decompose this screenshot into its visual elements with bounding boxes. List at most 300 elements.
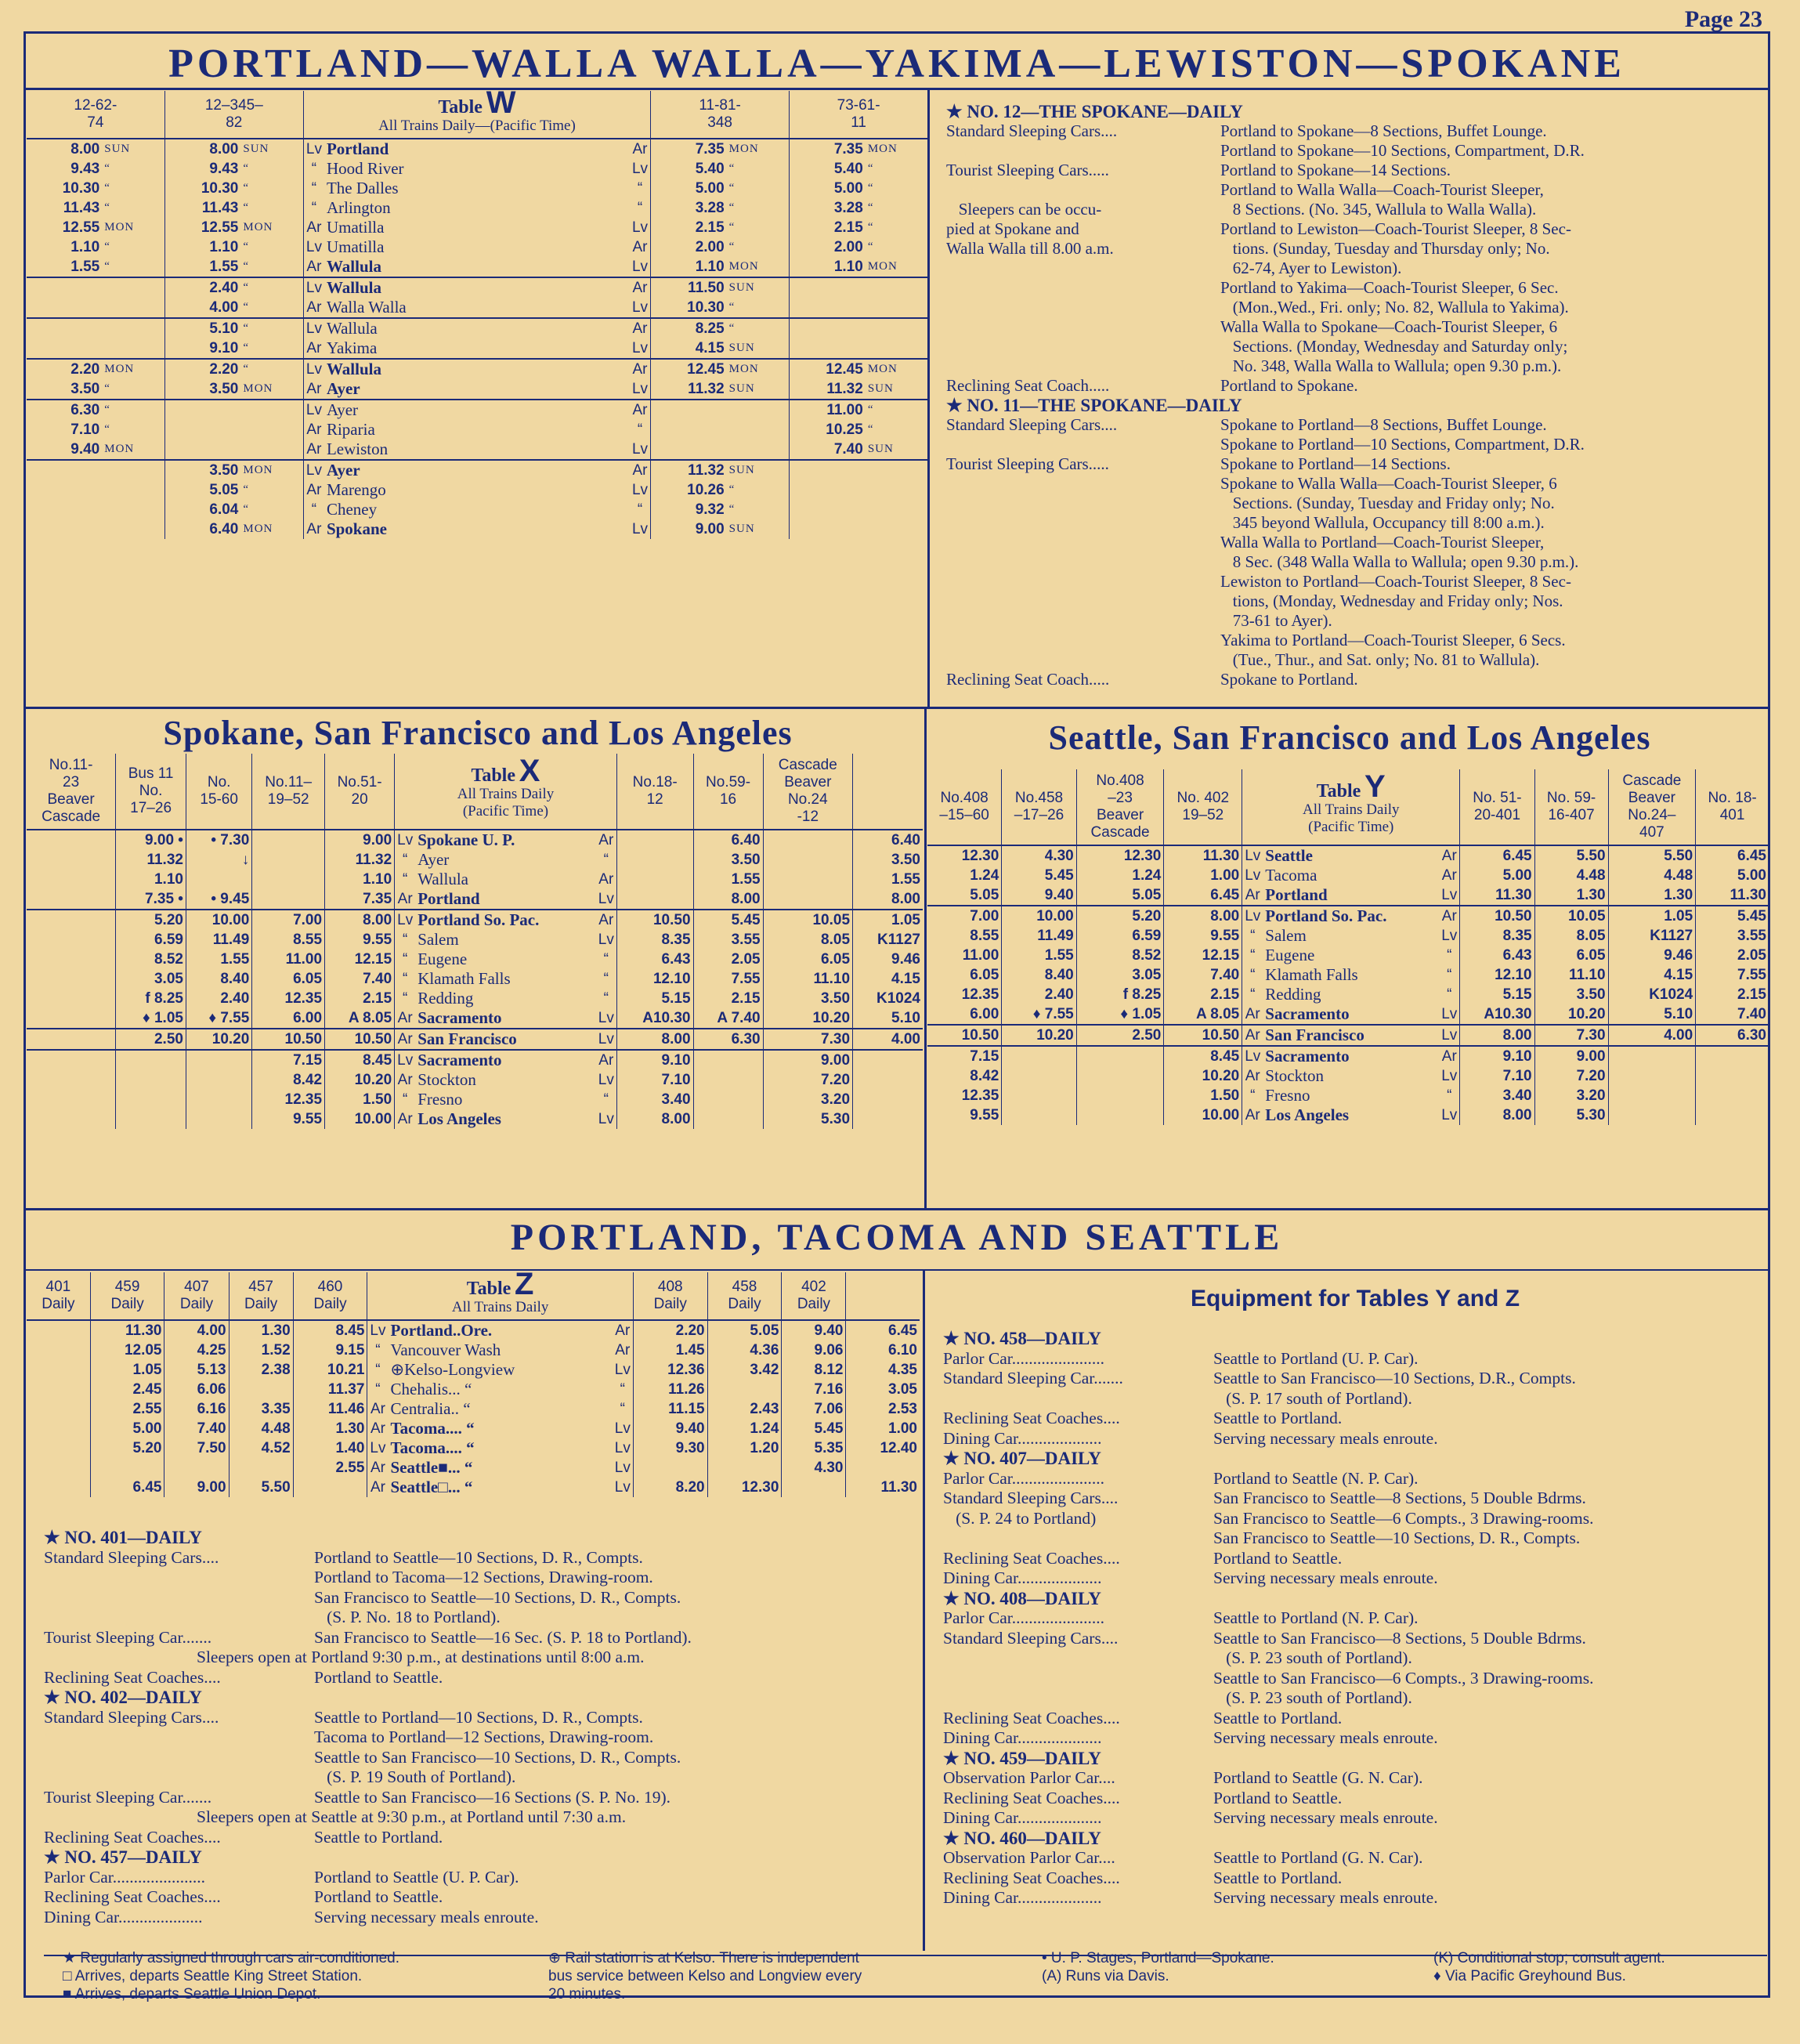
table-row: [27, 1419, 920, 1438]
table-cell: 1.55: [693, 870, 763, 889]
table-cell: “: [1447, 986, 1452, 1003]
table-cell: “: [867, 201, 874, 214]
table-cell: [27, 277, 102, 298]
table-cell: Lv: [1242, 1046, 1263, 1066]
table-cell: Ar: [1441, 867, 1457, 884]
table-row: [927, 926, 1769, 946]
table-cell: Walla Walla: [326, 298, 407, 317]
table-cell: 12.55: [164, 218, 240, 237]
table-cell: Wallula: [324, 318, 630, 338]
table-title-letter: W: [486, 85, 516, 120]
table-cell: 8.35: [616, 930, 693, 950]
table-cell: MON: [867, 143, 898, 155]
table-cell: “: [367, 1360, 389, 1380]
table-cell: 9.32: [651, 500, 727, 519]
table-cell: 8.55: [970, 928, 999, 944]
equipment-line-indent: Seattle to San Francisco—6 Compts., 3 Drawing-rooms.: [1213, 1668, 1594, 1688]
table-cell: Lv: [631, 299, 649, 316]
table-cell: “: [104, 382, 110, 395]
table-cell: 4.35: [846, 1360, 920, 1380]
table-cell: [27, 850, 116, 870]
equipment-line-indent: (Tue., Thur., and Sat. only; No. 81 to Wallula).: [1220, 650, 1540, 669]
equipment-heading: ★ NO. 12—THE SPOKANE—DAILY: [946, 102, 1243, 121]
equipment-line-indent: 345 beyond Wallula, Occupancy till 8:00 a.m.).: [1220, 513, 1545, 532]
table-cell: 3.28: [651, 198, 727, 218]
equipment-label: pied at Spokane and: [946, 219, 1079, 238]
table-cell: 6.00: [252, 1008, 325, 1029]
equipment-value: Seattle to San Francisco—10 Sections, D.R., Compts.: [1213, 1369, 1576, 1387]
column-header: No. 402 19–52: [1164, 769, 1242, 845]
table-cell: 4.00: [1608, 1025, 1696, 1046]
table-cell: 5.00: [90, 1419, 164, 1438]
table-cell: “: [395, 969, 416, 989]
table-cell: [116, 1050, 186, 1070]
table-cell: Chehalis... “: [390, 1380, 472, 1398]
equipment-line: [943, 1568, 1769, 1589]
table-cell: [693, 1070, 763, 1090]
table-cell: [707, 1380, 782, 1399]
equipment-label: Observation Parlor Car....: [943, 1848, 1115, 1867]
equipment-value: San Francisco to Seattle—8 Sections, 5 Double Bdrms.: [1213, 1489, 1586, 1507]
column-header: Bus 11 No. 17–26: [116, 754, 186, 830]
table-row: [927, 1105, 1769, 1125]
table-cell: 5.45: [693, 910, 763, 930]
equipment-value: Serving necessary meals enroute.: [1213, 1568, 1438, 1587]
table-cell: [27, 1340, 90, 1360]
table-title-letter: Z: [515, 1267, 534, 1301]
table-cell: 1.10: [116, 870, 186, 889]
table-cell: [27, 1438, 90, 1458]
table-cell: [1608, 1105, 1696, 1125]
table-cell: [27, 830, 116, 850]
equipment-value: Portland to Seattle.: [1213, 1788, 1343, 1807]
equipment-yz-title: Equipment for Tables Y and Z: [1190, 1286, 1520, 1311]
equipment-line: [943, 1469, 1769, 1489]
table-cell: 7.55: [1696, 965, 1769, 985]
table-cell: 11.00: [962, 947, 999, 964]
equipment-value: Seattle to San Francisco—8 Sections, 5 Double Bdrms.: [1213, 1628, 1586, 1648]
table-cell: 4.00: [164, 298, 240, 318]
table-cell: 1.50: [325, 1090, 395, 1109]
equipment-value: Portland to Spokane—14 Sections.: [1220, 161, 1451, 179]
table-cell: 5.05: [970, 887, 999, 903]
table-cell: 7.35: [790, 139, 866, 159]
equipment-value: Portland to Seattle (U. P. Car).: [314, 1867, 519, 1887]
heading-table-x: Spokane, San Francisco and Los Angeles: [163, 714, 793, 752]
footnote-col-3: [1042, 1949, 1433, 1985]
table-cell: “: [728, 162, 736, 175]
table-cell: 7.10: [70, 421, 100, 438]
table-cell: 4.48: [1608, 866, 1696, 885]
table-row: [927, 985, 1769, 1004]
table-title: [395, 754, 617, 830]
table-cell: 9.40: [1002, 885, 1076, 906]
table-cell: Ar: [367, 1458, 389, 1478]
table-cell: “: [728, 503, 736, 516]
table-cell: 9.06: [782, 1340, 846, 1360]
table-cell: 6.05: [763, 950, 852, 969]
table-cell: 9.43: [164, 159, 240, 179]
table-cell: “: [395, 989, 416, 1008]
table-cell: [27, 338, 102, 359]
table-cell: [866, 338, 927, 359]
table-cell: 4.30: [1002, 845, 1076, 866]
table-cell: 9.00: [325, 830, 395, 850]
table-cell: 2.15: [693, 989, 763, 1008]
table-cell: 5.20: [116, 910, 186, 930]
table-cell: 8.00: [1164, 906, 1242, 926]
table-row: [27, 257, 927, 277]
equipment-line-indent: 62-74, Ayer to Lewiston).: [1220, 259, 1402, 277]
equipment-label: Reclining Seat Coaches....: [44, 1887, 221, 1906]
table-cell: Lv: [631, 219, 649, 236]
column-header: No. 15-60: [186, 754, 251, 830]
table-subtitle: All Trains Daily (Pacific Time): [1303, 801, 1400, 835]
equipment-line: [946, 121, 1769, 141]
table-cell: “: [867, 182, 874, 194]
table-cell: 9.00: [651, 519, 727, 539]
table-row: [27, 500, 927, 519]
table-cell: 2.15: [325, 989, 395, 1008]
table-cell: Arlington: [326, 198, 391, 217]
table-cell: 2.05: [1696, 946, 1769, 965]
table-row: [927, 885, 1769, 906]
table-cell: 3.28: [790, 198, 866, 218]
table-cell: Lv: [598, 891, 614, 907]
table-cell: Lv: [1441, 1068, 1458, 1084]
table-row: [27, 298, 927, 318]
column-header: No.11– 19–52: [252, 754, 325, 830]
equipment-line: [44, 1668, 921, 1688]
table-cell: 8.52: [1076, 946, 1164, 965]
equipment-line: [943, 1848, 1769, 1869]
table-cell: 2.43: [707, 1399, 782, 1419]
table-cell: ♦ 7.55: [1002, 1004, 1076, 1025]
table-cell: “: [395, 870, 416, 889]
table-cell: [229, 1458, 293, 1478]
table-cell: A 8.05: [325, 1008, 395, 1029]
table-cell: 1.10: [325, 870, 395, 889]
equipment-label: Dining Car....................: [943, 1728, 1102, 1747]
table-cell: “: [603, 971, 609, 987]
equipment-heading: ★ NO. 401—DAILY: [44, 1528, 202, 1547]
table-cell: 11.10: [763, 969, 852, 989]
footnote-conditional-stop: (K) Conditional stop; consult agent.: [1433, 1950, 1665, 1966]
table-cell: Lv: [614, 1362, 631, 1378]
table-cell: [1608, 1046, 1696, 1066]
table-cell: 1.10: [164, 237, 240, 257]
table-title: [303, 85, 650, 139]
table-cell: Ar: [632, 141, 648, 157]
table-cell: Ar: [303, 440, 324, 460]
table-cell: 6.45: [1164, 885, 1242, 906]
table-cell: 10.26: [651, 480, 727, 500]
table-cell: [853, 1070, 923, 1090]
table-cell: 8.00: [853, 889, 923, 910]
equipment-line-indent: 73-61 to Ayer).: [1220, 611, 1332, 630]
table-row: [27, 198, 927, 218]
table-cell: Lv: [1242, 845, 1263, 866]
table-cell: The Dalles: [326, 179, 399, 197]
table-cell: “: [303, 500, 324, 519]
table-cell: MON: [728, 143, 759, 155]
table-cell: [102, 298, 164, 318]
table-row: [27, 989, 923, 1008]
table-cell: [116, 1090, 186, 1109]
table-cell: 8.00: [693, 889, 763, 910]
table-cell: [102, 277, 164, 298]
table-cell: “: [867, 162, 874, 175]
table-cell: Lv: [1242, 866, 1263, 885]
table-row: [927, 906, 1769, 926]
equipment-label: Observation Parlor Car....: [943, 1768, 1115, 1787]
table-cell: 5.50: [229, 1478, 293, 1497]
table-cell: Lv: [631, 340, 649, 356]
table-row: [27, 519, 927, 539]
equipment-line-indent: (Mon.,Wed., Fri. only; No. 82, Wallula to Yakima).: [1220, 298, 1569, 317]
equipment-line-indent: 8 Sec. (348 Walla Walla to Wallula; open 9.30 p.m.).: [1220, 552, 1579, 571]
table-cell: 6.43: [1460, 946, 1534, 965]
table-cell: 6.30: [1696, 1025, 1769, 1046]
table-cell: SUN: [104, 143, 131, 155]
table-cell: “: [867, 221, 874, 233]
table-cell: 9.40: [782, 1320, 846, 1340]
table-cell: “: [303, 179, 324, 198]
table-cell: Cheney: [326, 500, 378, 519]
table-cell: Portland: [326, 139, 389, 158]
table-cell: 5.00: [790, 179, 866, 198]
table-row: [27, 850, 923, 870]
table-cell: Centralia.. “: [390, 1399, 471, 1418]
table-cell: Los Angeles: [417, 1109, 501, 1128]
table-cell: 1.24: [707, 1419, 782, 1438]
table-row: [27, 379, 927, 400]
equipment-value: Portland to Lewiston—Coach-Tourist Sleeper, 8 Sec-: [1220, 219, 1571, 238]
table-cell: 6.04: [164, 500, 240, 519]
table-cell: [866, 277, 927, 298]
table-row: [27, 1109, 923, 1129]
table-cell: “: [603, 852, 609, 868]
equipment-value: Seattle to Portland (U. P. Car).: [1213, 1348, 1419, 1368]
table-cell: Ar: [596, 1050, 617, 1070]
table-cell: 10.20: [1164, 1066, 1242, 1086]
footnote-kelso-2: bus service between Kelso and Longview every: [548, 1968, 862, 1984]
table-cell: 9.46: [1608, 946, 1696, 965]
equipment-line-indent: No. 348, Walla Walla to Wallula; open 9.30 p.m.).: [1220, 356, 1562, 375]
equipment-heading: ★ NO. 460—DAILY: [943, 1828, 1101, 1848]
table-cell: Hood River: [326, 159, 404, 178]
table-cell: [790, 500, 866, 519]
table-cell: “: [866, 400, 927, 420]
table-row: [27, 950, 923, 969]
table-cell: [27, 1458, 90, 1478]
table-cell: A 7.40: [693, 1008, 763, 1029]
footnote-king-street: □ Arrives, departs Seattle King Street Station.: [63, 1968, 363, 1984]
table-cell: 10.00: [1164, 1105, 1242, 1125]
equipment-line-indent: (S. P. 23 south of Portland).: [1213, 1648, 1412, 1667]
table-cell: 4.00: [164, 1320, 229, 1340]
table-cell: Ar: [596, 910, 617, 930]
table-cell: [27, 969, 116, 989]
equipment-line: [943, 1509, 1769, 1529]
table-row: [27, 420, 927, 440]
table-row: [927, 845, 1769, 866]
table-cell: 9.55: [325, 930, 395, 950]
table-cell: 9.43: [70, 161, 100, 177]
table-cell: Ar: [395, 889, 416, 910]
table-cell: [866, 480, 927, 500]
table-w: [27, 85, 927, 539]
table-cell: 5.05: [707, 1320, 782, 1340]
table-cell: 6.40: [164, 519, 240, 539]
table-row: [27, 1458, 920, 1478]
table-cell: MON: [243, 221, 273, 233]
table-cell: 7.35: [651, 139, 727, 159]
table-row: [27, 460, 927, 480]
table-cell: 12.45: [790, 359, 866, 379]
table-cell: Lv: [631, 441, 649, 458]
table-cell: [1002, 1066, 1076, 1086]
equipment-value: Seattle to Portland.: [314, 1827, 443, 1847]
equipment-line-indent: Sleepers open at Seattle at 9:30 p.m., at Portland until 7:30 a.m.: [197, 1807, 627, 1826]
table-cell: 7.40: [164, 1419, 229, 1438]
table-cell: SUN: [727, 277, 790, 298]
table-subtitle: All Trains Daily: [451, 1299, 549, 1315]
table-cell: [240, 400, 303, 420]
table-cell: 10.05: [1534, 906, 1608, 926]
table-cell: MON: [243, 382, 273, 395]
table-cell: Lv: [598, 1111, 614, 1127]
table-cell: Ar: [632, 239, 648, 255]
table-cell: 1.05: [853, 910, 923, 930]
table-cell: San Francisco: [1263, 1025, 1439, 1046]
table-cell: 5.50: [1534, 845, 1608, 866]
equipment-line-indent: Sleepers open at Portland 9:30 p.m., at destinations until 8:00 a.m.: [197, 1648, 645, 1666]
table-cell: 7.40: [790, 440, 866, 460]
table-cell: “: [395, 1090, 416, 1109]
table-row: [927, 946, 1769, 965]
column-header: 458 Daily: [707, 1272, 782, 1320]
table-cell: [790, 480, 866, 500]
table-cell: 3.55: [693, 930, 763, 950]
table-cell: “: [867, 241, 874, 253]
table-cell: [846, 1458, 920, 1478]
table-cell: [693, 1109, 763, 1129]
table-cell: Ar: [303, 298, 324, 318]
table-cell: 2.40: [164, 277, 240, 298]
table-cell: [27, 950, 116, 969]
table-cell: [782, 1478, 846, 1497]
table-cell: Eugene: [1265, 946, 1315, 964]
table-cell: MON: [104, 221, 135, 233]
table-cell: 7.40: [1696, 1004, 1769, 1025]
table-cell: 6.06: [164, 1380, 229, 1399]
equipment-label: Reclining Seat Coaches....: [943, 1708, 1120, 1727]
table-cell: [616, 870, 693, 889]
table-cell: 1.55: [186, 950, 251, 969]
table-cell: SUN: [243, 143, 269, 155]
table-cell: SUN: [728, 342, 755, 354]
equipment-value: Portland to Spokane—8 Sections, Buffet Lounge.: [1220, 121, 1547, 140]
table-cell: f 8.25: [1076, 985, 1164, 1004]
table-cell: 12.30: [961, 848, 999, 864]
table-cell: 9.00: [1534, 1046, 1608, 1066]
table-cell: Salem: [417, 930, 459, 949]
table-cell: [1076, 1046, 1164, 1066]
table-cell: Riparia: [326, 420, 375, 439]
table-cell: 2.38: [229, 1360, 293, 1380]
table-cell: Klamath Falls: [1265, 965, 1358, 984]
table-cell: [633, 1458, 707, 1478]
table-cell: 1.00: [1164, 866, 1242, 885]
table-cell: “: [240, 277, 303, 298]
table-cell: [1608, 1086, 1696, 1105]
equipment-line: [44, 1868, 921, 1888]
equipment-tables-y-z: [943, 1329, 1769, 1908]
table-cell: [866, 318, 927, 338]
rule: [23, 88, 1770, 90]
table-cell: 5.00: [1696, 866, 1769, 885]
table-cell: 2.15: [1164, 985, 1242, 1004]
table-row: [27, 139, 927, 159]
equipment-value: San Francisco to Seattle—16 Sec. (S. P. 18 to Portland).: [314, 1627, 692, 1647]
table-cell: Lv: [631, 482, 649, 498]
equipment-line-indent: Spokane to Portland—10 Sections, Compartment, D.R.: [1220, 435, 1585, 454]
table-row: [927, 1004, 1769, 1025]
table-cell: Spokane U. P.: [417, 830, 515, 849]
table-cell: 6.45: [1696, 845, 1769, 866]
table-cell: “: [728, 201, 736, 214]
table-cell: 9.10: [1460, 1046, 1534, 1066]
table-cell: Ar: [630, 400, 651, 420]
table-cell: Ar: [303, 519, 324, 539]
footnote-davis: (A) Runs via Davis.: [1042, 1968, 1169, 1984]
table-cell: 6.45: [1460, 845, 1534, 866]
equipment-label: Standard Sleeping Cars....: [946, 415, 1118, 434]
equipment-label: Walla Walla till 8.00 a.m.: [946, 239, 1114, 258]
table-cell: 12.30: [707, 1478, 782, 1497]
table-cell: 10.20: [186, 1029, 251, 1050]
table-row: [27, 480, 927, 500]
table-cell: [240, 420, 303, 440]
table-cell: 4.36: [707, 1340, 782, 1360]
table-cell: 8.00: [616, 1109, 693, 1129]
table-cell: 12.10: [616, 969, 693, 989]
column-header: No.18- 12: [616, 754, 693, 830]
equipment-line: [44, 1828, 921, 1848]
table-cell: Redding: [1265, 985, 1321, 1004]
equipment-value: Seattle to Portland.: [1213, 1708, 1343, 1727]
footnote-greyhound: ♦ Via Pacific Greyhound Bus.: [1433, 1968, 1626, 1984]
equipment-heading: ★ NO. 459—DAILY: [943, 1748, 1101, 1768]
column-header: No.11- 23 Beaver Cascade: [27, 754, 116, 830]
table-cell: [763, 889, 852, 910]
equipment-line: [943, 1869, 1769, 1889]
table-cell: “: [395, 850, 416, 870]
table-cell: 4.15: [651, 338, 727, 359]
table-cell: [790, 460, 866, 480]
table-cell: Seattle■... “: [390, 1458, 473, 1477]
equipment-label: Tourist Sleeping Cars.....: [946, 454, 1109, 473]
table-cell: • 9.45: [186, 889, 251, 910]
table-cell: [102, 519, 164, 539]
equipment-line: [943, 1888, 1769, 1908]
equipment-value: Portland to Seattle.: [314, 1667, 443, 1687]
equipment-value: Seattle to Portland.: [1213, 1868, 1343, 1887]
table-cell: Vancouver Wash: [390, 1340, 501, 1359]
table-cell: 6.40: [693, 830, 763, 850]
table-title-word: Table: [1316, 781, 1361, 801]
